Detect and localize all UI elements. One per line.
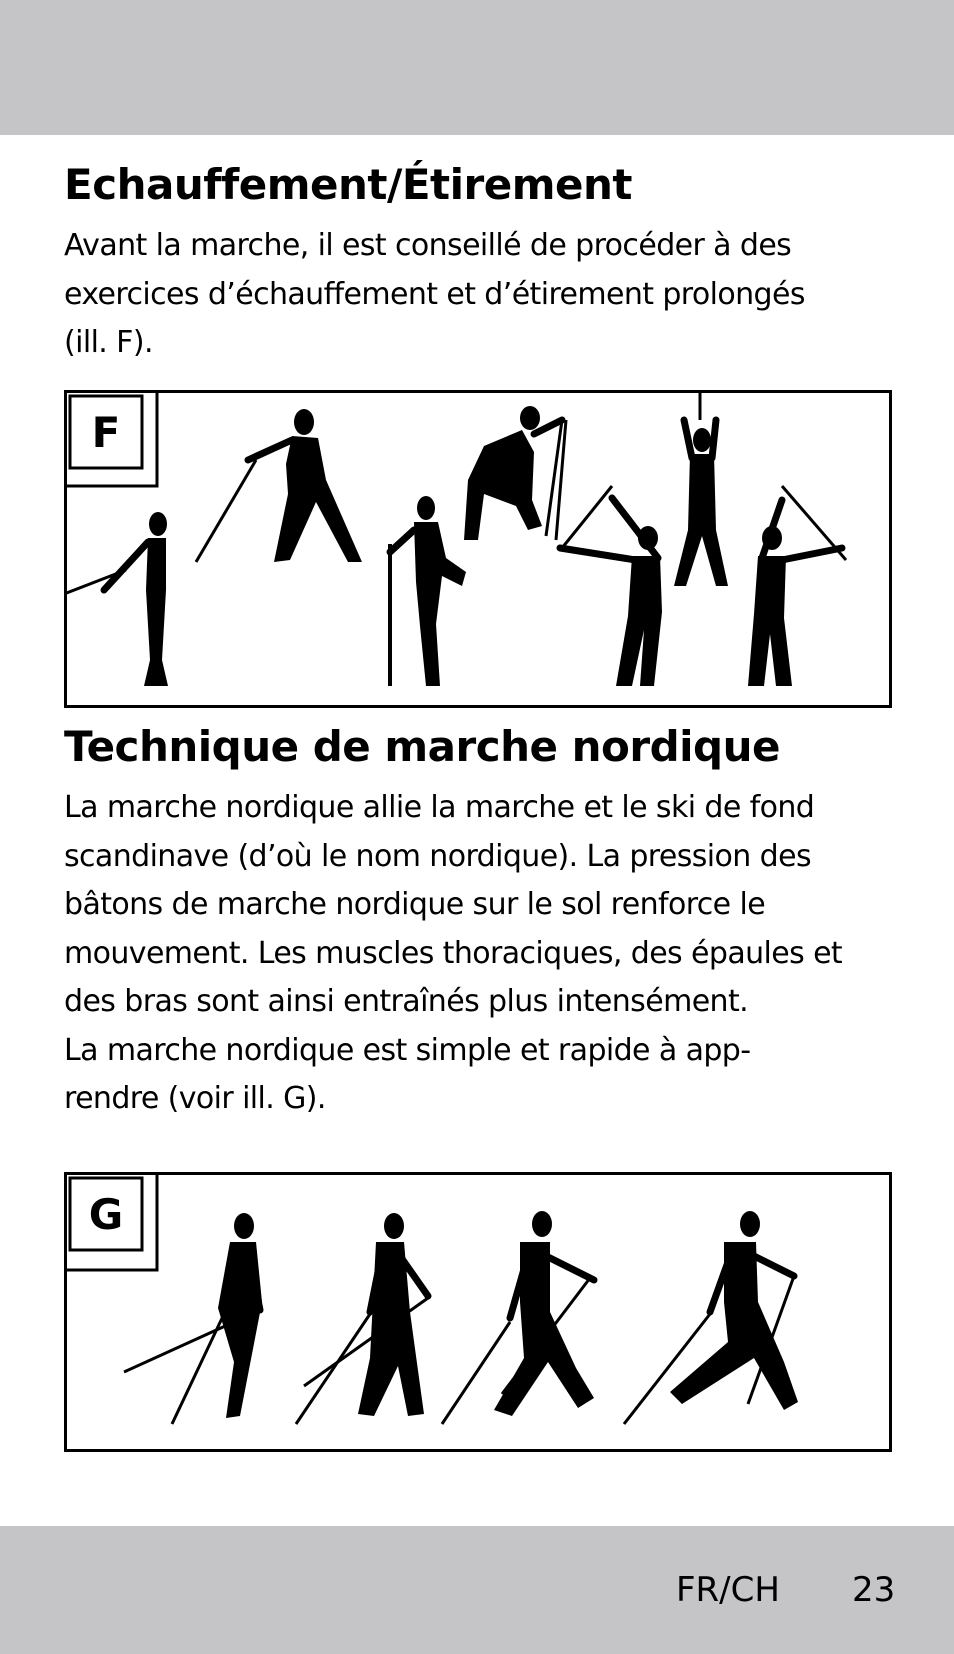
silhouette-side-bend: [560, 486, 662, 686]
technique-line: mouvement. Les muscles thoraciques, des épaules et: [64, 935, 843, 971]
walking-silhouettes: [124, 1211, 798, 1424]
footer-language: FR/CH: [676, 1570, 780, 1610]
warmup-line: (ill. F).: [64, 325, 153, 360]
footer-band: [0, 1526, 954, 1654]
section-title-warmup: Echauffement/Étirement: [64, 160, 632, 209]
walking-technique-illustration: [64, 1172, 892, 1452]
warmup-paragraph: [64, 222, 904, 368]
technique-line: rendre (voir ill. G).: [64, 1081, 326, 1116]
technique-paragraph: [64, 784, 904, 1124]
header-band: [0, 0, 954, 135]
illustration-f: [64, 390, 892, 708]
figure-label-g: G: [88, 1190, 124, 1239]
illustration-frame: [66, 1174, 891, 1451]
warmup-line: Avant la marche, il est conseillé de procéder à des: [64, 228, 792, 263]
figure-label-f: F: [91, 408, 121, 457]
stretching-illustration: [64, 390, 892, 708]
silhouette-walker-3: [442, 1211, 594, 1424]
technique-line: des bras sont ainsi entraînés plus intensément.: [64, 984, 749, 1019]
page-number: 23: [852, 1570, 896, 1610]
silhouette-overhead-stretch: [674, 390, 728, 586]
silhouette-walker-2: [296, 1213, 428, 1424]
silhouette-standing-stretch: [64, 512, 168, 686]
illustration-g: [64, 1172, 892, 1452]
silhouette-quad-stretch: [390, 496, 466, 686]
technique-line: La marche nordique allie la marche et le ski de fond: [64, 790, 815, 825]
technique-line: scandinave (d’où le nom nordique). La pression des: [64, 838, 811, 874]
silhouette-calf-stretch: [464, 406, 566, 540]
silhouette-walker-4: [624, 1211, 798, 1424]
section-title-technique: Technique de marche nordique: [64, 722, 780, 771]
silhouette-side-bend-right: [748, 486, 846, 686]
silhouette-side-lunge: [196, 409, 362, 562]
technique-line: bâtons de marche nordique sur le sol renforce le: [64, 887, 766, 922]
silhouette-walker-1: [124, 1213, 262, 1424]
technique-line: La marche nordique est simple et rapide à app-: [64, 1032, 751, 1068]
warmup-line: exercices d’échauffement et d’étirement prolongés: [64, 276, 805, 312]
stretching-silhouettes: [64, 390, 846, 686]
